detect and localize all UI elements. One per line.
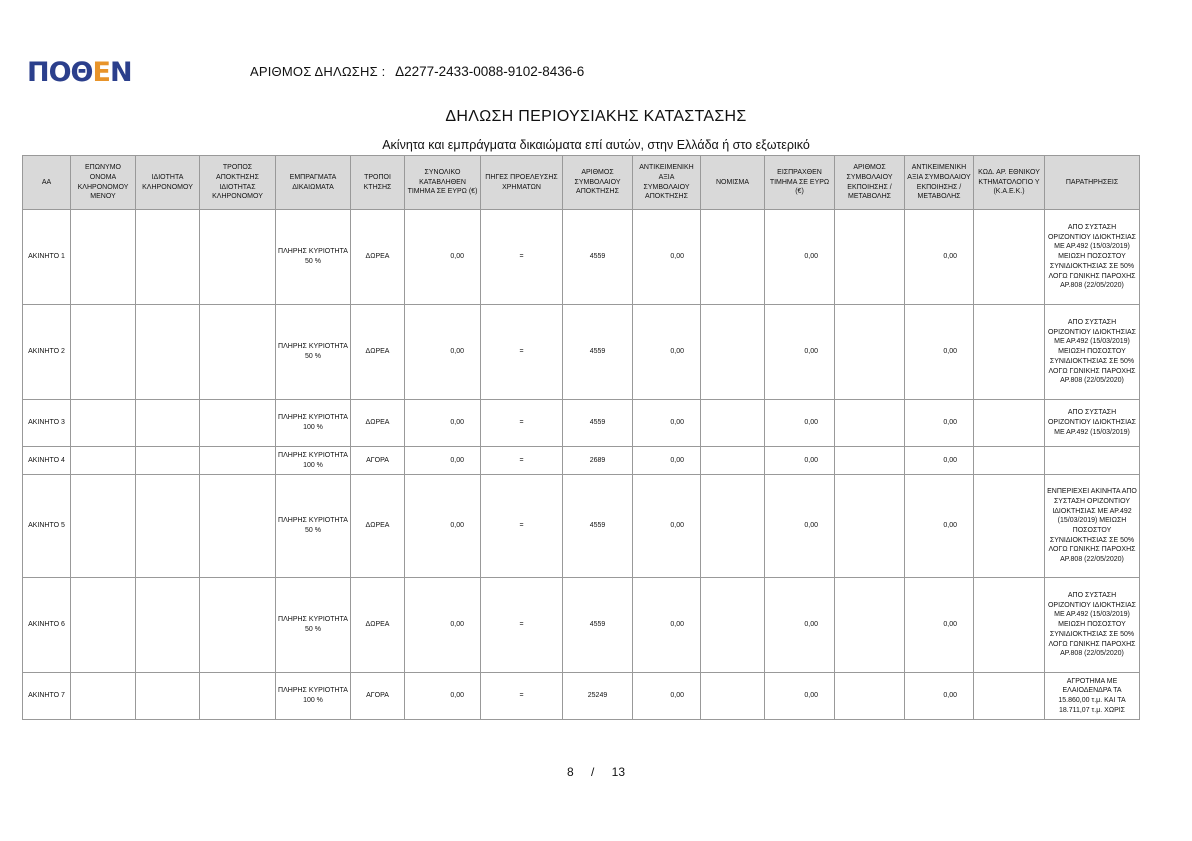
cell-contract-no: 2689: [563, 447, 633, 475]
cell-heir-name: [71, 673, 136, 720]
cell-disposal-objective-value: 0,00: [905, 475, 974, 578]
cell-received-price: 0,00: [765, 475, 835, 578]
cell-currency: [701, 475, 765, 578]
col-header-heir-acquisition: ΤΡΟΠΟΣ ΑΠΟΚΤΗΣΗΣ ΙΔΙΟΤΗΤΑΣ ΚΛΗΡΟΝΟΜΟΥ: [200, 156, 276, 210]
cell-disposal-contract-no: [835, 475, 905, 578]
table-row: [23, 673, 1140, 720]
cell-rights: ΠΛΗΡΗΣ ΚΥΡΙΟΤΗΤΑ 50 %: [276, 210, 351, 305]
cell-heir-capacity: [136, 578, 200, 673]
table-header-row: [23, 156, 1140, 210]
cell-remarks: ΑΠΟ ΣΥΣΤΑΣΗ ΟΡΙΖΟΝΤΙΟΥ ΙΔΙΟΚΤΗΣΙΑΣ ΜΕ ΑΡ.492 (15/03/2019) ΜΕΙΩΣΗ ΠΟΣΟΣΤΟΥ ΣΥΝΙΔΙΟΚΤΗΣΙΑΣ ΣΕ 50% ΛΟΓΩ ΓΩΝΙΚΗΣ ΠΑΡΟΧΗΣ ΑΡ.808 (22/05/2020): [1045, 578, 1140, 673]
cell-currency: [701, 305, 765, 400]
cell-funds-source: =: [481, 305, 563, 400]
cell-currency: [701, 673, 765, 720]
cell-remarks: [1045, 447, 1140, 475]
table-row: [23, 578, 1140, 673]
col-header-disposal-objective-value: ΑΝΤΙΚΕΙΜΕΝΙΚΗ ΑΞΙΑ ΣΥΜΒΟΛΑΙΟΥ ΕΚΠΟΙΗΣΗΣ / ΜΕΤΑΒΟΛΗΣ: [905, 156, 974, 210]
cell-heir-name: [71, 578, 136, 673]
col-header-remarks: ΠΑΡΑΤΗΡΗΣΕΙΣ: [1045, 156, 1140, 210]
cell-heir-name: [71, 210, 136, 305]
col-header-total-price: ΣΥΝΟΛΙΚΟ ΚΑΤΑΒΛΗΘΕΝ ΤΙΜΗΜΑ ΣΕ ΕΥΡΩ (€): [405, 156, 481, 210]
cell-total-price: 0,00: [405, 447, 481, 475]
cell-received-price: 0,00: [765, 305, 835, 400]
cell-heir-capacity: [136, 400, 200, 447]
cell-remarks: ΑΠΟ ΣΥΣΤΑΣΗ ΟΡΙΖΟΝΤΙΟΥ ΙΔΙΟΚΤΗΣΙΑΣ ΜΕ ΑΡ.492 (15/03/2019) ΜΕΙΩΣΗ ΠΟΣΟΣΤΟΥ ΣΥΝΙΔΙΟΚΤΗΣΙΑΣ ΣΕ 50% ΛΟΓΩ ΓΩΝΙΚΗΣ ΠΑΡΟΧΗΣ ΑΡ.808 (22/05/2020): [1045, 210, 1140, 305]
current-page: 8: [566, 765, 574, 779]
cell-total-price: 0,00: [405, 673, 481, 720]
cell-rights: ΠΛΗΡΗΣ ΚΥΡΙΟΤΗΤΑ 50 %: [276, 578, 351, 673]
cell-heir-acquisition: [200, 447, 276, 475]
cell-funds-source: =: [481, 578, 563, 673]
cell-total-price: 0,00: [405, 400, 481, 447]
cell-rights: ΠΛΗΡΗΣ ΚΥΡΙΟΤΗΤΑ 100 %: [276, 447, 351, 475]
page-separator: /: [590, 765, 595, 779]
cell-disposal-contract-no: [835, 578, 905, 673]
cell-received-price: 0,00: [765, 400, 835, 447]
col-header-heir-name: ΕΠΩΝΥΜΟ ΟΝΟΜΑ ΚΛΗΡΟΝΟΜΟΥ ΜΕΝΟΥ: [71, 156, 136, 210]
cell-kaek: [974, 305, 1045, 400]
cell-remarks: ΑΓΡΟΤΗΜΑ ΜΕ ΕΛΑΙΟΔΕΝΔΡΑ ΤΑ 15.860,00 τ.μ. ΚΑΙ ΤΑ 18.711,07 τ.μ. ΧΩΡΙΣ: [1045, 673, 1140, 720]
cell-funds-source: =: [481, 447, 563, 475]
cell-remarks: ΑΠΟ ΣΥΣΤΑΣΗ ΟΡΙΖΟΝΤΙΟΥ ΙΔΙΟΚΤΗΣΙΑΣ ΜΕ ΑΡ.492 (15/03/2019) ΜΕΙΩΣΗ ΠΟΣΟΣΤΟΥ ΣΥΝΙΔΙΟΚΤΗΣΙΑΣ ΣΕ 50% ΛΟΓΩ ΓΩΝΙΚΗΣ ΠΑΡΟΧΗΣ ΑΡ.808 (22/05/2020): [1045, 305, 1140, 400]
table-row: [23, 305, 1140, 400]
cell-acquisition-method: ΔΩΡΕΑ: [351, 210, 405, 305]
cell-kaek: [974, 673, 1045, 720]
cell-heir-acquisition: [200, 210, 276, 305]
cell-funds-source: =: [481, 673, 563, 720]
declaration-label: ΑΡΙΘΜΟΣ ΔΗΛΩΣΗΣ :: [250, 64, 386, 79]
page-title: ΔΗΛΩΣΗ ΠΕΡΙΟΥΣΙΑΚΗΣ ΚΑΤΑΣΤΑΣΗΣ: [445, 108, 747, 125]
cell-heir-acquisition: [200, 475, 276, 578]
cell-received-price: 0,00: [765, 673, 835, 720]
assets-table: [22, 155, 1140, 720]
cell-disposal-contract-no: [835, 400, 905, 447]
cell-currency: [701, 210, 765, 305]
page-indicator: [0, 765, 1192, 780]
col-header-aa: ΑΑ: [23, 156, 71, 210]
potheen-logo: [27, 56, 132, 90]
cell-heir-acquisition: [200, 673, 276, 720]
cell-heir-acquisition: [200, 578, 276, 673]
cell-total-price: 0,00: [405, 210, 481, 305]
cell-heir-acquisition: [200, 400, 276, 447]
declaration-number-line: [250, 64, 584, 80]
cell-rights: ΠΛΗΡΗΣ ΚΥΡΙΟΤΗΤΑ 50 %: [276, 305, 351, 400]
cell-contract-no: 4559: [563, 305, 633, 400]
cell-rights: ΠΛΗΡΗΣ ΚΥΡΙΟΤΗΤΑ 100 %: [276, 673, 351, 720]
col-header-funds-source: ΠΗΓΕΣ ΠΡΟΕΛΕΥΣΗΣ ΧΡΗΜΑΤΩΝ: [481, 156, 563, 210]
table-row: [23, 210, 1140, 305]
cell-disposal-objective-value: 0,00: [905, 400, 974, 447]
cell-disposal-contract-no: [835, 210, 905, 305]
cell-contract-no: 4559: [563, 475, 633, 578]
cell-received-price: 0,00: [765, 210, 835, 305]
cell-disposal-contract-no: [835, 673, 905, 720]
total-pages: 13: [611, 765, 626, 779]
cell-objective-value: 0,00: [633, 400, 701, 447]
cell-disposal-objective-value: 0,00: [905, 305, 974, 400]
cell-disposal-objective-value: 0,00: [905, 447, 974, 475]
cell-funds-source: =: [481, 210, 563, 305]
table-row: [23, 475, 1140, 578]
col-header-rights: ΕΜΠΡΑΓΜΑΤΑ ΔΙΚΑΙΩΜΑΤΑ: [276, 156, 351, 210]
cell-disposal-objective-value: 0,00: [905, 578, 974, 673]
cell-heir-capacity: [136, 447, 200, 475]
cell-kaek: [974, 210, 1045, 305]
col-header-contract-no: ΑΡΙΘΜΟΣ ΣΥΜΒΟΛΑΙΟΥ ΑΠΟΚΤΗΣΗΣ: [563, 156, 633, 210]
cell-acquisition-method: ΔΩΡΕΑ: [351, 578, 405, 673]
cell-objective-value: 0,00: [633, 305, 701, 400]
col-header-currency: ΝΟΜΙΣΜΑ: [701, 156, 765, 210]
cell-disposal-contract-no: [835, 305, 905, 400]
logo-text-c: Ν: [109, 57, 132, 88]
cell-aa: ΑΚΙΝΗΤΟ 1: [23, 210, 71, 305]
cell-acquisition-method: ΑΓΟΡΑ: [351, 447, 405, 475]
cell-acquisition-method: ΑΓΟΡΑ: [351, 673, 405, 720]
cell-received-price: 0,00: [765, 447, 835, 475]
cell-received-price: 0,00: [765, 578, 835, 673]
cell-objective-value: 0,00: [633, 210, 701, 305]
cell-heir-capacity: [136, 210, 200, 305]
cell-aa: ΑΚΙΝΗΤΟ 2: [23, 305, 71, 400]
cell-total-price: 0,00: [405, 305, 481, 400]
cell-heir-capacity: [136, 673, 200, 720]
cell-contract-no: 4559: [563, 210, 633, 305]
cell-currency: [701, 400, 765, 447]
cell-heir-acquisition: [200, 305, 276, 400]
cell-currency: [701, 447, 765, 475]
cell-funds-source: =: [481, 400, 563, 447]
table-row: [23, 447, 1140, 475]
col-header-received-price: ΕΙΣΠΡΑΧΘΕΝ ΤΙΜΗΜΑ ΣΕ ΕΥΡΩ (€): [765, 156, 835, 210]
cell-heir-name: [71, 305, 136, 400]
cell-disposal-objective-value: 0,00: [905, 210, 974, 305]
cell-heir-name: [71, 400, 136, 447]
cell-disposal-contract-no: [835, 447, 905, 475]
declaration-number: Δ2277-2433-0088-9102-8436-6: [395, 64, 585, 79]
table-row: [23, 400, 1140, 447]
cell-objective-value: 0,00: [633, 578, 701, 673]
cell-acquisition-method: ΔΩΡΕΑ: [351, 305, 405, 400]
cell-contract-no: 4559: [563, 400, 633, 447]
cell-heir-name: [71, 447, 136, 475]
col-header-acquisition-method: ΤΡΟΠΟΙ ΚΤΗΣΗΣ: [351, 156, 405, 210]
col-header-kaek: ΚΩΔ. ΑΡ. ΕΘΝΙΚΟΥ ΚΤΗΜΑΤΟΛΟΓΙΟ Υ (Κ.Α.Ε.Κ.): [974, 156, 1045, 210]
cell-rights: ΠΛΗΡΗΣ ΚΥΡΙΟΤΗΤΑ 100 %: [276, 400, 351, 447]
cell-currency: [701, 578, 765, 673]
cell-objective-value: 0,00: [633, 447, 701, 475]
cell-disposal-objective-value: 0,00: [905, 673, 974, 720]
logo-text-a: ΠΟΘ: [27, 57, 93, 88]
cell-remarks: ΕΝΠΕΡΙΕΧΕΙ ΑΚΙΝΗΤΑ ΑΠΟ ΣΥΣΤΑΣΗ ΟΡΙΖΟΝΤΙΟΥ ΙΔΙΟΚΤΗΣΙΑΣ ΜΕ ΑΡ.492 (15/03/2019) ΜΕΙΩΣΗ ΠΟΣΟΣΤΟΥ ΣΥΝΙΔΙΟΚΤΗΣΙΑΣ ΣΕ 50% ΛΟΓΩ ΓΩΝΙΚΗΣ ΠΑΡΟΧΗΣ ΑΡ.808 (22/05/2020): [1045, 475, 1140, 578]
cell-contract-no: 25249: [563, 673, 633, 720]
col-header-disposal-contract-no: ΑΡΙΘΜΟΣ ΣΥΜΒΟΛΑΙΟΥ ΕΚΠΟΙΗΣΗΣ /ΜΕΤΑΒΟΛΗΣ: [835, 156, 905, 210]
cell-funds-source: =: [481, 475, 563, 578]
cell-kaek: [974, 400, 1045, 447]
cell-acquisition-method: ΔΩΡΕΑ: [351, 400, 405, 447]
cell-objective-value: 0,00: [633, 475, 701, 578]
col-header-heir-capacity: ΙΔΙΟΤΗΤΑ ΚΛΗΡΟΝΟΜΟΥ: [136, 156, 200, 210]
col-header-objective-value: ΑΝΤΙΚΕΙΜΕΝΙΚΗ ΑΞΙΑ ΣΥΜΒΟΛΑΙΟΥ ΑΠΟΚΤΗΣΗΣ: [633, 156, 701, 210]
cell-kaek: [974, 447, 1045, 475]
cell-total-price: 0,00: [405, 475, 481, 578]
cell-aa: ΑΚΙΝΗΤΟ 6: [23, 578, 71, 673]
cell-rights: ΠΛΗΡΗΣ ΚΥΡΙΟΤΗΤΑ 50 %: [276, 475, 351, 578]
cell-heir-name: [71, 475, 136, 578]
page-subtitle: Ακίνητα και εμπράγματα δικαιώματα επί αυτών, στην Ελλάδα ή στο εξωτερικό: [382, 138, 810, 152]
cell-aa: ΑΚΙΝΗΤΟ 5: [23, 475, 71, 578]
cell-acquisition-method: ΔΩΡΕΑ: [351, 475, 405, 578]
cell-objective-value: 0,00: [633, 673, 701, 720]
logo-text-b: Ε: [92, 57, 110, 88]
cell-heir-capacity: [136, 305, 200, 400]
cell-contract-no: 4559: [563, 578, 633, 673]
cell-total-price: 0,00: [405, 578, 481, 673]
cell-kaek: [974, 578, 1045, 673]
cell-aa: ΑΚΙΝΗΤΟ 3: [23, 400, 71, 447]
cell-aa: ΑΚΙΝΗΤΟ 4: [23, 447, 71, 475]
cell-aa: ΑΚΙΝΗΤΟ 7: [23, 673, 71, 720]
cell-remarks: ΑΠΟ ΣΥΣΤΑΣΗ ΟΡΙΖΟΝΤΙΟΥ ΙΔΙΟΚΤΗΣΙΑΣ ΜΕ ΑΡ.492 (15/03/2019): [1045, 400, 1140, 447]
cell-kaek: [974, 475, 1045, 578]
cell-heir-capacity: [136, 475, 200, 578]
